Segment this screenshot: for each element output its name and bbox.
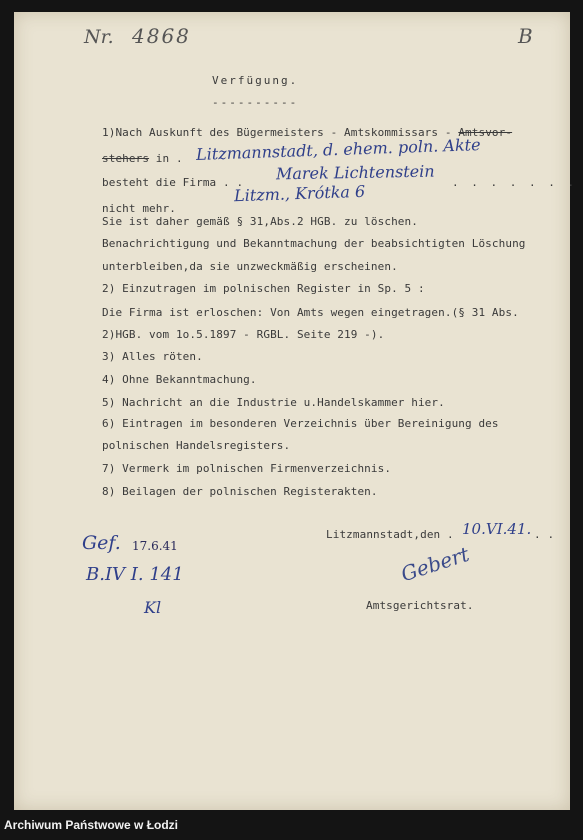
line-2-text: in .	[155, 152, 183, 165]
text-line-15: polnischen Handelsregisters.	[102, 439, 291, 452]
text-line-8: 2) Einzutragen im polnischen Register in Sp. 5 :	[102, 282, 425, 295]
note-initials: Kl	[144, 598, 162, 617]
date-trailing-dots: . .	[534, 528, 555, 541]
text-line-9: Die Firma ist erloschen: Von Amts wegen eingetragen.(§ 31 Abs.	[102, 306, 519, 319]
archive-footer	[0, 810, 583, 840]
line-1-text: 1)Nach Auskunft des Bügermeisters - Amtskommissars -	[102, 126, 452, 139]
handwritten-date: 10.VI.41.	[462, 520, 532, 538]
text-line-11: 3) Alles röten.	[102, 350, 203, 363]
text-line-4: nicht mehr.	[102, 202, 176, 215]
line-2-struck: stehers	[102, 152, 150, 165]
document-number-prefix: Nr.	[84, 26, 114, 48]
document-number: 4868	[132, 24, 191, 48]
text-line-16: 7) Vermerk im polnischen Firmenverzeichnis.	[102, 462, 392, 475]
line-3-dots: . . . . . . .	[452, 176, 578, 189]
text-line-2	[102, 152, 183, 165]
archive-name: Archiwum Państwowe w Łodzi	[4, 818, 179, 832]
handwritten-location: Litzmannstadt, d. ehem. poln. Akte	[195, 135, 481, 164]
title-underline: ----------	[212, 96, 299, 109]
note-reference: B.IV I. 141	[86, 564, 184, 585]
text-line-14: 6) Eintragen im besonderen Verzeichnis über Bereinigung des	[102, 417, 499, 430]
signature: Gebert	[398, 541, 473, 587]
page-title: Verfügung.	[212, 74, 299, 87]
text-line-10: 2)HGB. vom 1o.5.1897 - RGBL. Seite 219 -).	[102, 328, 385, 341]
handwritten-firm-name: Marek Lichtenstein	[275, 161, 435, 184]
corner-mark: B	[518, 24, 533, 48]
line-1-struck: Amtsvor-	[458, 126, 513, 139]
signer-role: Amtsgerichtsrat.	[366, 599, 474, 612]
text-line-13: 5) Nachricht an die Industrie u.Handelskammer hier.	[102, 396, 445, 409]
place-label: Litzmannstadt,den .	[326, 528, 454, 541]
text-line-7: unterbleiben,da sie unzweckmäßig erscheinen.	[102, 260, 398, 273]
text-line-12: 4) Ohne Bekanntmachung.	[102, 373, 257, 386]
place-date	[326, 528, 454, 541]
note-gef: Gef.	[82, 532, 121, 554]
document-page	[14, 12, 578, 810]
text-line-5: Sie ist daher gemäß § 31,Abs.2 HGB. zu löschen.	[102, 215, 418, 228]
text-line-17: 8) Beilagen der polnischen Registerakten.	[102, 485, 378, 498]
handwritten-address: Litzm., Krótka 6	[233, 181, 366, 206]
note-gef-date: 17.6.41	[132, 539, 178, 553]
text-line-6: Benachrichtigung und Bekanntmachung der beabsichtigten Löschung	[102, 237, 526, 250]
text-line-3: besteht die Firma . .	[102, 176, 244, 189]
